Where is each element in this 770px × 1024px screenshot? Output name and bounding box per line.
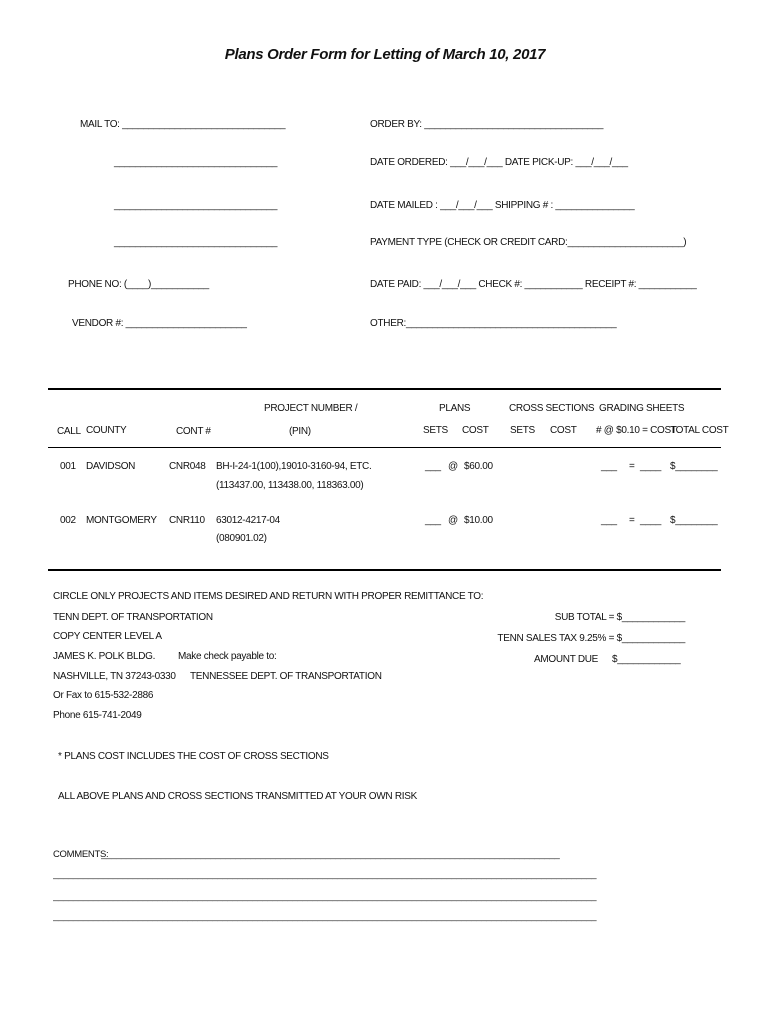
- row-plans-sets-blank[interactable]: ___: [425, 461, 441, 472]
- phone-field[interactable]: PHONE NO: (____)___________: [68, 279, 209, 290]
- remit-phone: Phone 615-741-2049: [53, 710, 142, 721]
- mail-to-field[interactable]: MAIL TO: _______________________________: [80, 119, 286, 130]
- comments-line-3[interactable]: _____________________________________________________________________________________________________________: [53, 891, 597, 902]
- payable-to: TENNESSEE DEPT. OF TRANSPORTATION: [190, 671, 382, 682]
- date-paid-field[interactable]: DATE PAID: ___/___/___ CHECK #: ___________ RECEIPT #: ___________: [370, 279, 697, 290]
- comments-line-1[interactable]: ____________________________________________________________________________________________: [101, 849, 560, 860]
- header-rule: [48, 447, 721, 448]
- row-grading-cost-blank[interactable]: ____: [640, 461, 662, 472]
- header-county: COUNTY: [86, 425, 127, 436]
- remit-line: COPY CENTER LEVEL A: [53, 631, 162, 642]
- page-title: Plans Order Form for Letting of March 10, 2017: [224, 46, 546, 63]
- row-grading-cost-blank[interactable]: ____: [640, 515, 662, 526]
- header-pin: (PIN): [289, 426, 311, 437]
- row-grading-blank[interactable]: ___: [601, 461, 617, 472]
- row-equals: =: [629, 461, 635, 472]
- row-total-blank[interactable]: $________: [670, 461, 718, 472]
- comments-line-4[interactable]: _____________________________________________________________________________________________________________: [53, 911, 597, 922]
- header-plans-sets: SETS: [423, 425, 448, 436]
- payment-type-field[interactable]: PAYMENT TYPE (CHECK OR CREDIT CARD:______________________): [370, 237, 687, 248]
- order-by-field[interactable]: ORDER BY: __________________________________: [370, 119, 604, 130]
- sales-tax-field[interactable]: TENN SALES TAX 9.25% = $____________: [497, 633, 685, 644]
- row-plans-sets-blank[interactable]: ___: [425, 515, 441, 526]
- row-cont: CNR110: [169, 515, 205, 526]
- remit-fax: Or Fax to 615-532-2886: [53, 690, 154, 701]
- row-plans-cost: $10.00: [464, 515, 493, 526]
- header-cross-sections: CROSS SECTIONS: [509, 403, 595, 414]
- table-top-rule: [48, 388, 721, 390]
- row-at-sign: @: [448, 461, 458, 472]
- header-total-cost: TOTAL COST: [670, 425, 729, 436]
- row-total-blank[interactable]: $________: [670, 515, 718, 526]
- row-county: MONTGOMERY: [86, 515, 157, 526]
- other-field[interactable]: OTHER:________________________________________: [370, 318, 617, 329]
- remit-line: NASHVILLE, TN 37243-0330: [53, 671, 176, 682]
- comments-label: COMMENTS:: [53, 849, 109, 860]
- note-plans-cost: * PLANS COST INCLUDES THE COST OF CROSS SECTIONS: [58, 751, 329, 762]
- subtotal-field[interactable]: SUB TOTAL = $____________: [554, 612, 685, 623]
- header-plans-cost: COST: [462, 425, 489, 436]
- note-transmit-risk: ALL ABOVE PLANS AND CROSS SECTIONS TRANSMITTED AT YOUR OWN RISK: [58, 791, 417, 802]
- mail-to-line-2[interactable]: _______________________________: [114, 157, 278, 168]
- header-grading-sheets: GRADING SHEETS: [599, 403, 685, 414]
- mail-to-line-4[interactable]: _______________________________: [114, 237, 278, 248]
- header-call: CALL: [57, 426, 81, 437]
- row-pin: (080901.02): [216, 533, 267, 544]
- amount-due-field[interactable]: $____________: [612, 654, 681, 665]
- row-call: 002: [60, 515, 76, 526]
- vendor-field[interactable]: VENDOR #: _______________________: [72, 318, 247, 329]
- header-cs-cost: COST: [550, 425, 577, 436]
- comments-line-2[interactable]: _____________________________________________________________________________________________________________: [53, 869, 597, 880]
- row-county: DAVIDSON: [86, 461, 136, 472]
- payable-label: Make check payable to:: [178, 651, 277, 662]
- remit-line: JAMES K. POLK BLDG.: [53, 651, 156, 662]
- header-cs-sets: SETS: [510, 425, 535, 436]
- row-pin: (113437.00, 113438.00, 118363.00): [216, 480, 364, 491]
- header-project-number: PROJECT NUMBER /: [264, 403, 358, 414]
- mail-to-line-3[interactable]: _______________________________: [114, 200, 278, 211]
- row-cont: CNR048: [169, 461, 206, 472]
- date-mailed-field[interactable]: DATE MAILED : ___/___/___ SHIPPING # : _______________: [370, 200, 635, 211]
- header-cont: CONT #: [176, 426, 211, 437]
- row-at-sign: @: [448, 515, 458, 526]
- row-call: 001: [60, 461, 76, 472]
- row-equals: =: [629, 515, 635, 526]
- row-grading-blank[interactable]: ___: [601, 515, 617, 526]
- remit-instruction: CIRCLE ONLY PROJECTS AND ITEMS DESIRED AND RETURN WITH PROPER REMITTANCE TO:: [53, 591, 484, 602]
- table-bottom-rule: [48, 569, 721, 571]
- header-grading-rate: # @ $0.10 = COST: [596, 425, 677, 436]
- row-project-number: BH-I-24-1(100),19010-3160-94, ETC.: [216, 461, 372, 472]
- date-ordered-field[interactable]: DATE ORDERED: ___/___/___ DATE PICK-UP: ___/___/___: [370, 157, 628, 168]
- row-project-number: 63012-4217-04: [216, 515, 280, 526]
- header-plans: PLANS: [439, 403, 471, 414]
- row-plans-cost: $60.00: [464, 461, 493, 472]
- remit-line: TENN DEPT. OF TRANSPORTATION: [53, 612, 213, 623]
- amount-due-label: AMOUNT DUE: [534, 654, 599, 665]
